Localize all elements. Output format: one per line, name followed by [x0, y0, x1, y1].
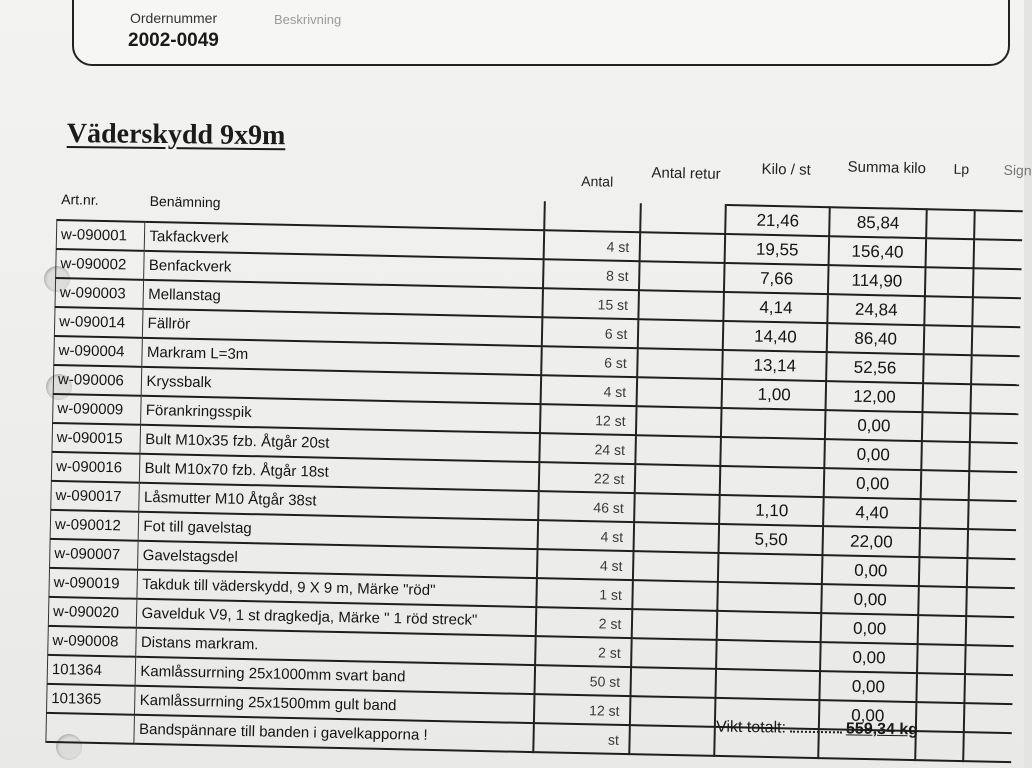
description-cell: Bult M10x35 fzb. Åtgår 20st	[140, 425, 540, 462]
sign-cell	[970, 442, 1018, 472]
sum-kilo-cell: 0,00	[820, 671, 917, 702]
sum-kilo-cell: 0,00	[819, 700, 916, 731]
description-cell: Gavelstagsdel	[138, 541, 538, 578]
quantity-cell: 46 st	[538, 491, 635, 522]
sign-cell	[965, 645, 1013, 675]
description-cell: Fot till gavelstag	[139, 512, 539, 549]
art-number-cell: w-090008	[48, 626, 137, 657]
quantity-cell: 4 st	[538, 520, 635, 551]
description-cell: Takduk till väderskydd, 9 X 9 m, Märke "röd"	[137, 570, 537, 607]
lp-cell	[918, 586, 967, 616]
document-title: Väderskydd 9x9m	[66, 118, 286, 152]
sign-cell	[975, 210, 1023, 240]
return-cell	[633, 580, 719, 611]
kilo-per-unit-cell	[716, 640, 821, 671]
sign-cell	[970, 413, 1018, 443]
art-number-cell: w-090020	[48, 597, 137, 628]
lp-cell	[926, 209, 975, 239]
lp-cell	[924, 325, 973, 355]
return-cell	[640, 232, 726, 263]
quantity-cell: 22 st	[539, 462, 636, 493]
sum-kilo-cell: 4,40	[823, 497, 920, 528]
quantity-cell: 24 st	[540, 433, 637, 464]
description-cell: Bandspännare till banden i gavelkapporna !	[134, 715, 534, 752]
kilo-per-unit-cell	[716, 669, 821, 700]
total-value: 559,34 kg	[845, 720, 919, 739]
kilo-per-unit-cell	[718, 582, 823, 613]
col-header-kilo: Kilo / st	[761, 160, 811, 179]
lp-cell	[919, 557, 968, 587]
total-dots	[790, 731, 842, 734]
lp-cell	[916, 673, 965, 703]
sign-cell	[964, 732, 1012, 762]
sign-cell	[964, 703, 1012, 733]
sum-kilo-cell: 86,40	[827, 323, 924, 354]
sum-kilo-cell: 0,00	[825, 410, 922, 441]
kilo-per-unit-cell	[721, 408, 826, 439]
art-number-cell: w-090004	[54, 336, 143, 367]
quantity-cell: 4 st	[537, 549, 634, 580]
sign-cell	[969, 471, 1017, 501]
return-cell	[638, 319, 724, 350]
return-cell	[631, 667, 717, 698]
col-header-ben: Benämning	[145, 193, 545, 230]
art-number-cell	[46, 713, 135, 744]
description-cell: Fällrör	[143, 309, 543, 346]
quantity-cell: 2 st	[536, 607, 633, 638]
sign-cell	[966, 616, 1014, 646]
sum-kilo-cell: 0,00	[820, 642, 917, 673]
description-cell: Bult M10x70 fzb. Åtgår 18st	[140, 454, 540, 491]
description-cell: Takfackverk	[145, 222, 545, 259]
sign-cell	[968, 529, 1016, 559]
kilo-per-unit-cell	[718, 553, 823, 584]
quantity-cell: 12 st	[534, 694, 631, 725]
kilo-per-unit-cell	[717, 611, 822, 642]
lp-cell	[920, 499, 969, 529]
sum-kilo-cell: 156,40	[829, 236, 926, 267]
col-header-antal: Antal	[581, 172, 614, 190]
quantity-cell: 50 st	[535, 665, 632, 696]
lp-cell	[915, 731, 964, 761]
sum-kilo-cell: 0,00	[824, 468, 921, 499]
art-number-cell: w-090003	[55, 278, 144, 309]
parts-grid	[45, 190, 1022, 763]
quantity-cell: 6 st	[542, 317, 639, 348]
kilo-per-unit-cell: 19,55	[725, 234, 830, 265]
order-header-box	[72, 0, 1010, 66]
sum-kilo-cell: 24,84	[828, 294, 925, 325]
kilo-per-unit-cell: 14,40	[723, 321, 828, 352]
order-number-value: 2002-0049	[128, 30, 219, 51]
art-number-cell: w-090007	[50, 539, 139, 570]
lp-cell	[924, 296, 973, 326]
lp-cell	[916, 702, 965, 732]
description-cell: Kamlåssurrning 25x1500mm gult band	[135, 686, 535, 723]
lp-cell	[925, 238, 974, 268]
sign-cell	[973, 268, 1021, 298]
description-label: Beskrivning	[274, 12, 342, 27]
lp-cell	[918, 615, 967, 645]
sum-kilo-cell: 0,00	[821, 613, 918, 644]
sign-cell	[968, 500, 1016, 530]
quantity-cell: 4 st	[544, 230, 641, 261]
art-number-cell: w-090016	[51, 452, 140, 483]
col-header-summa: Summa kilo	[847, 158, 927, 178]
art-number-cell: w-090009	[53, 394, 142, 425]
lp-cell	[923, 354, 972, 384]
return-cell	[641, 203, 727, 234]
description-cell: Gavelduk V9, 1 st dragkedja, Märke " 1 röd streck"	[137, 599, 537, 636]
kilo-per-unit-cell	[721, 437, 826, 468]
kilo-per-unit-cell: 7,66	[724, 263, 829, 294]
sum-kilo-cell: 85,84	[829, 207, 926, 238]
kilo-per-unit-cell: 1,00	[722, 379, 827, 410]
quantity-cell: 2 st	[535, 636, 632, 667]
sum-kilo-cell: 22,00	[823, 526, 920, 557]
sum-kilo-cell: 0,00	[822, 555, 919, 586]
lp-cell	[922, 412, 971, 442]
lp-cell	[921, 470, 970, 500]
return-cell	[635, 464, 721, 495]
order-number-label: Ordernummer	[130, 10, 218, 26]
art-number-cell: w-090014	[54, 307, 143, 338]
quantity-cell: 4 st	[541, 375, 638, 406]
lp-cell	[925, 267, 974, 297]
sign-cell	[973, 297, 1021, 327]
col-header-art: Art.nr.	[57, 191, 146, 222]
sign-cell	[972, 326, 1020, 356]
return-cell	[631, 638, 717, 669]
return-cell	[636, 435, 722, 466]
sign-cell	[972, 355, 1020, 385]
sign-cell	[967, 558, 1015, 588]
kilo-per-unit-cell: 4,14	[724, 292, 829, 323]
art-number-cell: w-090012	[50, 510, 139, 541]
sign-cell	[965, 674, 1013, 704]
quantity-cell: 8 st	[543, 259, 640, 290]
description-cell: Benfackverk	[144, 251, 544, 288]
kilo-per-unit-cell: 5,50	[719, 524, 824, 555]
sum-kilo-cell: 52,56	[826, 352, 923, 383]
description-cell: Distans markram.	[136, 628, 536, 665]
art-number-cell: 101365	[46, 684, 135, 715]
sign-cell	[971, 384, 1019, 414]
art-number-cell: w-090006	[53, 365, 142, 396]
description-cell: Låsmutter M10 Åtgår 38st	[139, 483, 539, 520]
art-number-cell: w-090017	[51, 481, 140, 512]
lp-cell	[921, 441, 970, 471]
lp-cell	[922, 383, 971, 413]
sign-cell	[967, 587, 1015, 617]
description-cell: Mellanstag	[143, 280, 543, 317]
quantity-cell: 1 st	[537, 578, 634, 609]
lp-cell	[917, 644, 966, 674]
col-header-lp: Lp	[953, 160, 970, 178]
col-header-sign: Sign	[1003, 161, 1032, 179]
lp-cell	[919, 528, 968, 558]
quantity-cell	[545, 201, 642, 232]
kilo-per-unit-cell	[720, 466, 825, 497]
return-cell	[639, 290, 725, 321]
return-cell	[634, 493, 720, 524]
description-cell: Förankringsspik	[141, 396, 541, 433]
description-cell: Markram L=3m	[142, 338, 542, 375]
sum-kilo-cell: 12,00	[826, 381, 923, 412]
return-cell	[633, 551, 719, 582]
return-cell	[634, 522, 720, 553]
quantity-cell: 15 st	[543, 288, 640, 319]
kilo-per-unit-cell: 13,14	[723, 350, 828, 381]
sign-cell	[974, 239, 1022, 269]
art-number-cell: w-090001	[56, 220, 145, 251]
quantity-cell: st	[534, 723, 631, 754]
description-cell: Kamlåssurrning 25x1000mm svart band	[136, 657, 536, 694]
sum-kilo-cell: 0,00	[822, 584, 919, 615]
art-number-cell: w-090019	[49, 568, 138, 599]
return-cell	[630, 696, 716, 727]
return-cell	[638, 348, 724, 379]
col-header-antal-retur: Antal retur	[651, 164, 721, 183]
return-cell	[630, 725, 716, 756]
art-number-cell: 101364	[47, 655, 136, 686]
description-cell: Kryssbalk	[142, 367, 542, 404]
return-cell	[636, 406, 722, 437]
return-cell	[637, 377, 723, 408]
kilo-per-unit-cell: 21,46	[726, 205, 831, 236]
sum-kilo-cell: 114,90	[828, 265, 925, 296]
quantity-cell: 12 st	[540, 404, 637, 435]
return-cell	[639, 261, 725, 292]
return-cell	[632, 609, 718, 640]
total-label: Vikt totalt:	[715, 718, 787, 737]
art-number-cell: w-090015	[52, 423, 141, 454]
sum-kilo-cell: 0,00	[825, 439, 922, 470]
kilo-per-unit-cell: 1,10	[719, 495, 824, 526]
total-weight	[716, 719, 918, 740]
quantity-cell: 6 st	[541, 346, 638, 377]
art-number-cell: w-090002	[56, 249, 145, 280]
